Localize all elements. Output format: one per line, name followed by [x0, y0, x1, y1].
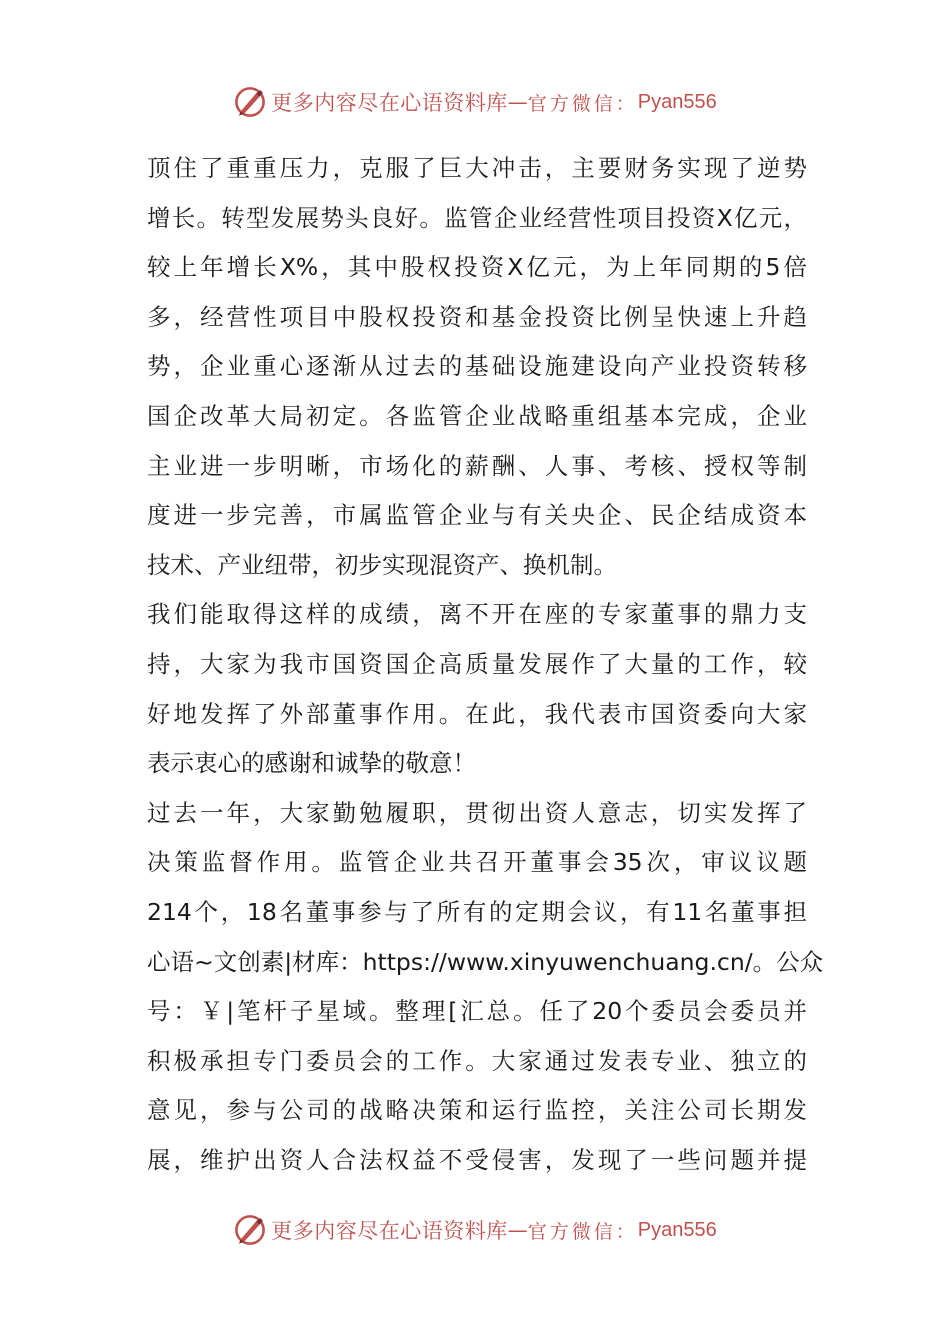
text-line: 我们能取得这样的成绩，离不开在座的专家董事的鼎力支	[147, 600, 807, 629]
text-line: 积极承担专门委员会的工作。大家通过发表专业、独立的	[147, 1046, 807, 1075]
text-line: 表示衷心的感谢和诚挚的敬意！	[147, 749, 476, 778]
text-line: 度进一步完善，市属监管企业与有关央企、民企结成资本	[147, 501, 807, 530]
pen-logo-icon	[233, 1213, 267, 1247]
footer-banner	[0, 1210, 950, 1250]
document-body	[147, 144, 824, 1185]
text-line: 顶住了重重压力，克服了巨大冲击，主要财务实现了逆势	[147, 154, 807, 182]
text-line: 214个，18名董事参与了所有的定期会议，有11名董事担	[147, 897, 807, 926]
header-wechat-label: 官方微信：	[527, 92, 638, 115]
text-line: 号：￥|笔杆子星域。整理[汇总。任了20个委员会委员并	[147, 997, 807, 1026]
text-line: 国企改革大局初定。各监管企业战略重组基本完成，企业	[147, 401, 807, 430]
text-line: 持，大家为我市国资国企高质量发展作了大量的工作，较	[147, 649, 807, 678]
pen-logo-icon	[233, 85, 267, 119]
text-line: 好地发挥了外部董事作用。在此，我代表市国资委向大家	[147, 699, 807, 728]
footer-wechat-label: 官方微信：	[527, 1220, 638, 1243]
footer-wechat-id: Pyan556	[637, 1218, 717, 1241]
footer-dash: —	[507, 1218, 528, 1242]
text-line: 较上年增长X%，其中股权投资X亿元，为上年同期的5倍	[147, 253, 807, 282]
text-line: 多，经营性项目中股权投资和基金投资比例呈快速上升趋	[147, 302, 807, 331]
text-line: 技术、产业纽带，初步实现混资产、换机制。	[147, 550, 617, 579]
text-line: 意见，参与公司的战略决策和运行监控，关注公司长期发	[147, 1096, 807, 1125]
header-site-text: 更多内容尽在心语资料库	[271, 91, 508, 115]
text-line: 增长。转型发展势头良好。监管企业经营性项目投资X亿元，	[147, 203, 807, 232]
footer-site-text: 更多内容尽在心语资料库	[271, 1219, 508, 1243]
text-line: 过去一年，大家勤勉履职，贯彻出资人意志，切实发挥了	[147, 798, 807, 827]
text-line: 展，维护出资人合法权益不受侵害，发现了一些问题并提	[147, 1145, 807, 1174]
header-dash: —	[507, 90, 528, 114]
text-line: 决策监督作用。监管企业共召开董事会35次，审议议题	[147, 848, 807, 877]
header-wechat-id: Pyan556	[637, 90, 717, 113]
text-line: 势，企业重心逐渐从过去的基础设施建设向产业投资转移	[147, 352, 807, 381]
header-banner	[0, 82, 950, 122]
text-line: 心语~文创素|材库：https://www.xinyuwenchuang.cn/。公众	[147, 947, 824, 976]
text-line: 主业进一步明晰，市场化的薪酬、人事、考核、授权等制	[147, 451, 807, 480]
